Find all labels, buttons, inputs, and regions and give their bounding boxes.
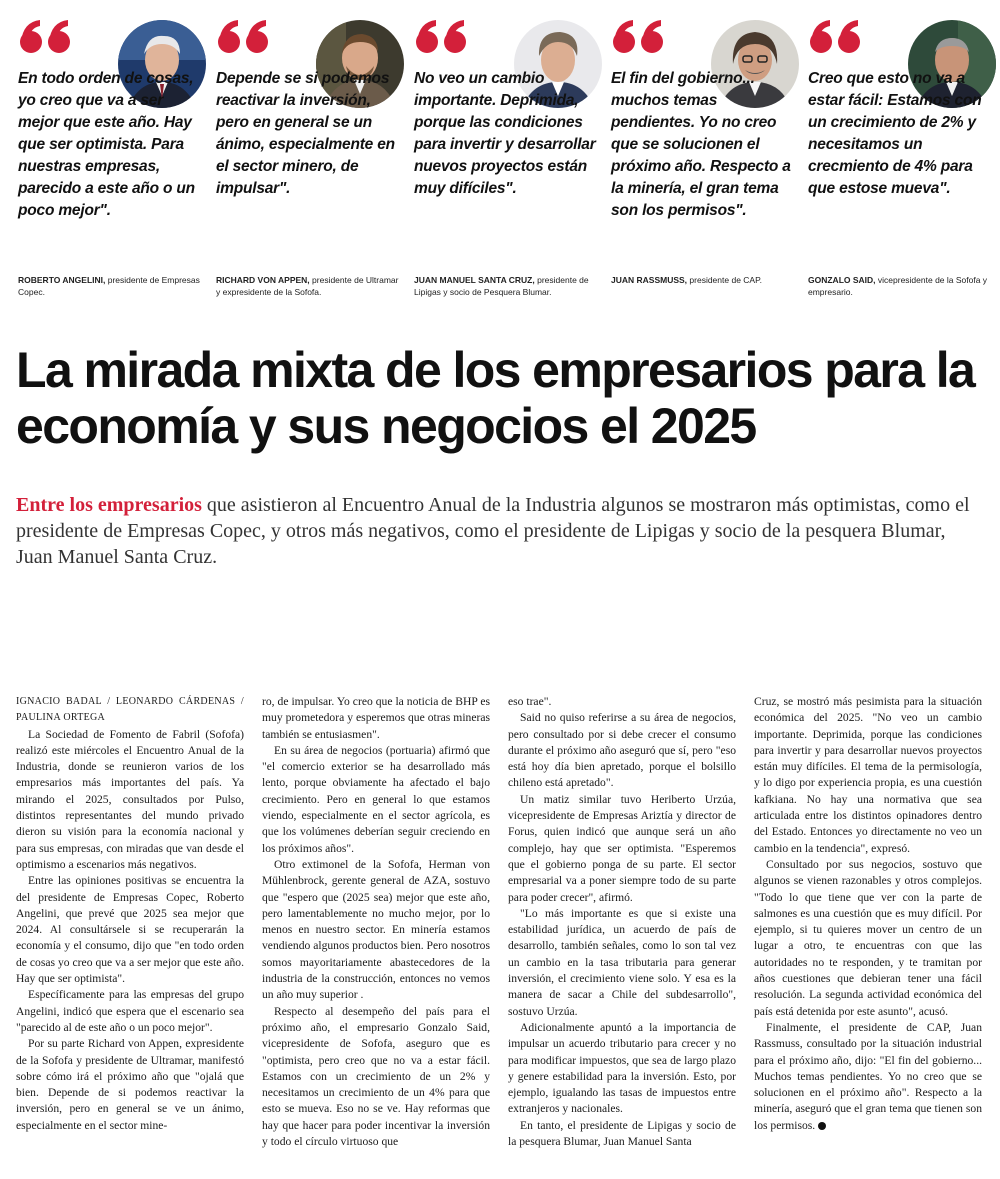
body-paragraph: Cruz, se mostró más pesimista para la situación económica del 2025. "No veo un cambio importante. Deprimida, porque las condiciones para invertir y para desarrollar nuevos proyectos están muy difíciles. El tema de la permisología, y lo digo por experiencia propia, es una cuestión kafkiana. No hay una normativa que sea articulada entre los distintos opinadores dentro del Estado. Entonces yo directamente no veo un cambio en la tendencia", expresó. xyxy=(754,695,982,855)
quote-card-von-appen xyxy=(216,14,406,310)
quote-attribution xyxy=(808,274,994,298)
speaker-name: RICHARD VON APPEN, xyxy=(216,275,310,285)
body-column-4 xyxy=(754,694,982,1134)
quote-text: Creo que esto no va a estar fácil: Estamos con un crecimiento de 2% y necesitamos un crecmiento de 4% para que estose mueva". xyxy=(808,70,982,197)
speaker-name: ROBERTO ANGELINI, xyxy=(18,275,106,285)
body-paragraph: Adicionalmente apuntó a la importancia de impulsar un acuerdo tributario para crecer y no para modificar impuestos, que sea de largo plazo y genere estabilidad para la inversión. Esto, por ejemplo, igualando las tasas de impuestos entre extranjeros y nacionales. xyxy=(508,1020,736,1116)
body-column-1 xyxy=(16,694,244,1134)
body-paragraph: Consultado por sus negocios, sostuvo que algunos se vienen razonables y otros complejos. "Todo lo que tiene que ver con la parte de salmones es una cuestión que es muy difícil. Por ejemplo, si tu quieres mover un centro de un lugar a otro, te encuentras con que las autoridades no te responden, y te tramitan por años cuestiones que debieran tener una fácil resolución. La segunda actividad económica del país está detenida por este asunto", acusó. xyxy=(754,857,982,1018)
body-paragraph: Un matiz similar tuvo Heriberto Urzúa, vicepresidente de Empresas Ariztía y director de Forus, quien indicó que aunque será un año complejo, hay que ser optimista. "Esperemos que el gobierno ponga de su parte. El sector empresarial va a poner siempre todo de su parte para poder crecer", afirmó. xyxy=(508,792,736,904)
speaker-name: JUAN MANUEL SANTA CRUZ, xyxy=(414,275,535,285)
speaker-name: JUAN RASSMUSS, xyxy=(611,275,688,285)
body-paragraph: eso trae". xyxy=(508,695,552,708)
byline: IGNACIO BADAL / LEONARDO CÁRDENAS / PAULINA ORTEGA xyxy=(16,696,244,724)
quote-text: En todo orden de cosas, yo creo que va a ser mejor que este año. Hay que ser optimista. Para nuestras empresas, parecido a este año o un poco mejor". xyxy=(18,70,195,219)
quote-attribution xyxy=(414,274,600,298)
quote-text: Depende se si podemos reactivar la inversión, pero en general se un ánimo, especialmente en el sector minero, de impulsar". xyxy=(216,70,395,197)
quote-card-santa-cruz xyxy=(414,14,604,310)
body-paragraph: Said no quiso referirse a su área de negocios, pero consultado por si debe crecer el consumo durante el próximo año aseguró que sí, pero "eso está hoy día bien apretado, porque el bolsillo chileno está apretado". xyxy=(508,711,736,790)
speaker-role: presidente de Ultramar y expresidente de la Sofofa. xyxy=(216,275,399,297)
speaker-role: presidente de Empresas Copec. xyxy=(18,275,200,297)
body-paragraph: Respecto al desempeño del país para el próximo año, el empresario Gonzalo Said, vicepresidente de Sofofa, aseguro que es "optimista, pero creo que no va a estar fácil. Estamos con un crecimiento de un 2% y necesitamos un crecimiento de un 4% para que esto se mueva. Eso no se ve. Hay reformas que hay que hacer para poder incentivar la inversión y todo el círculo virtuoso que xyxy=(262,1004,490,1149)
body-paragraph: Otro extimonel de la Sofofa, Herman von Mühlenbrock, gerente general de AZA, sostuvo que "espero que (2025 sea) mejor que este año, pero lamentablemente no mucho mejor, por lo menos en nuestro sector. En minería estamos vendiendo algunos productos bien. Pero nosotros somos mayoritariamente abastecedores de la industria de la construcción, entonces no vemos un año muy superior . xyxy=(262,857,490,1002)
body-column-2 xyxy=(262,694,490,1150)
quote-mark-icon xyxy=(216,14,286,64)
lead-paragraph xyxy=(16,492,984,570)
speaker-name: GONZALO SAID, xyxy=(808,275,876,285)
quote-card-angelini xyxy=(18,14,208,310)
quote-text: No veo un cambio importante. Deprimida, porque las condiciones para invertir y desarrollar nuevos proyectos están muy difíciles". xyxy=(414,70,596,197)
body-paragraph: "Lo más importante es que si existe una estabilidad jurídica, un acuerdo de país de desarrollo, también señales, como lo son tal vez un cambio en la tasa tributaria para generar inversión, el crecimiento viene solo. Y esa es la manera de sacar a Chile del subdesarrollo", sostuvo Urzúa. xyxy=(508,906,736,1018)
quote-card-said xyxy=(808,14,998,310)
body-paragraph: La Sociedad de Fomento de Fabril (Sofofa) realizó este miércoles el Encuentro Anual de la Industria, donde se reunieron varios de los empresarios más importantes del país. Ya mirando el 2025, consultados por Pulso, distintos representantes del mundo privado dieron su visión para la economía nacional y para sus empresas, con miradas que van desde el optimismo a escenarios más negativos. xyxy=(16,727,244,871)
body-paragraph: En tanto, el presidente de Lipigas y socio de la pesquera Blumar, Juan Manuel Santa xyxy=(508,1118,736,1149)
body-paragraph: Por su parte Richard von Appen, expresidente de la Sofofa y presidente de Ultramar, manifestó sobre cómo irá el próximo año que "ojalá que bien. Depende de si podemos reactivar la inversión, pero en general se ve un ánimo, especialmente en el sector mine- xyxy=(16,1037,244,1132)
end-mark-icon: P xyxy=(818,1122,826,1130)
quote-mark-icon xyxy=(414,14,484,64)
quote-mark-icon xyxy=(18,14,88,64)
quote-attribution xyxy=(216,274,402,298)
body-paragraph: Específicamente para las empresas del grupo Angelini, indicó que espera que el escenario sea "parecido al de este año o un poco mejor". xyxy=(16,988,244,1034)
speaker-role: presidente de CAP. xyxy=(687,275,763,285)
lead-highlight: Entre los empresarios xyxy=(16,494,202,516)
speaker-role: vicepresidente de la Sofofa y empresario. xyxy=(808,275,988,297)
body-column-3 xyxy=(508,694,736,1150)
quote-mark-icon xyxy=(808,14,878,64)
headline: La mirada mixta de los empresarios para la economía y sus negocios el 2025 xyxy=(16,342,975,454)
quote-attribution xyxy=(18,274,204,298)
quote-text: El fin del gobierno... muchos temas pendientes. Yo no creo que se solucionen el próximo año. Respecto a la minería, el gran tema son los permisos". xyxy=(611,70,791,219)
speaker-role: presidente de Lipigas y socio de Pesquera Blumar. xyxy=(414,275,589,297)
body-paragraph: Entre las opiniones positivas se encuentra la del presidente de Empresas Copec, Roberto Angelini, que prevé que 2025 sea mejor que 2024. Al consultársele si se recuperarán la economía y el consumo, dijo que "en todo orden de cosas yo creo que va a ser mejor que este año. Hay que ser optimista". xyxy=(16,874,244,986)
body-text: Finalmente, el presidente de CAP, Juan Rassmuss, consultado por la situación industrial para el próximo año, dijo: "El fin del gobierno... Muchos temas pendientes. Yo no creo que se solucionen en el próximo año". Respecto a la minería, aseguró que el gran tema que tienen son los permisos. xyxy=(754,1020,982,1132)
body-paragraph: ro, de impulsar. Yo creo que la noticia de BHP es muy prometedora y esperemos que otras mineras también se entusiasmen". xyxy=(262,695,490,741)
quote-attribution xyxy=(611,274,797,286)
body-paragraph: En su área de negocios (portuaria) afirmó que "el comercio exterior se ha desarrollado más lento, porque obviamente ha afectado el bajo crecimiento. Pero en general lo que estamos viendo, especialmente en el sector agrícola, es que los volúmenes deberían seguir creciendo en los próximos años". xyxy=(262,743,490,855)
quotes-strip xyxy=(0,0,1000,310)
quote-card-rassmuss xyxy=(611,14,801,310)
lead-text: que asistieron al Encuentro Anual de la Industria algunos se mostraron más optimistas, como el presidente de Empresas Copec, y otros más negativos, como el presidente de Lipigas y socio de la pesquera Blumar, Juan Manuel Santa Cruz. xyxy=(16,494,970,568)
body-paragraph xyxy=(754,1020,982,1134)
quote-mark-icon xyxy=(611,14,681,64)
